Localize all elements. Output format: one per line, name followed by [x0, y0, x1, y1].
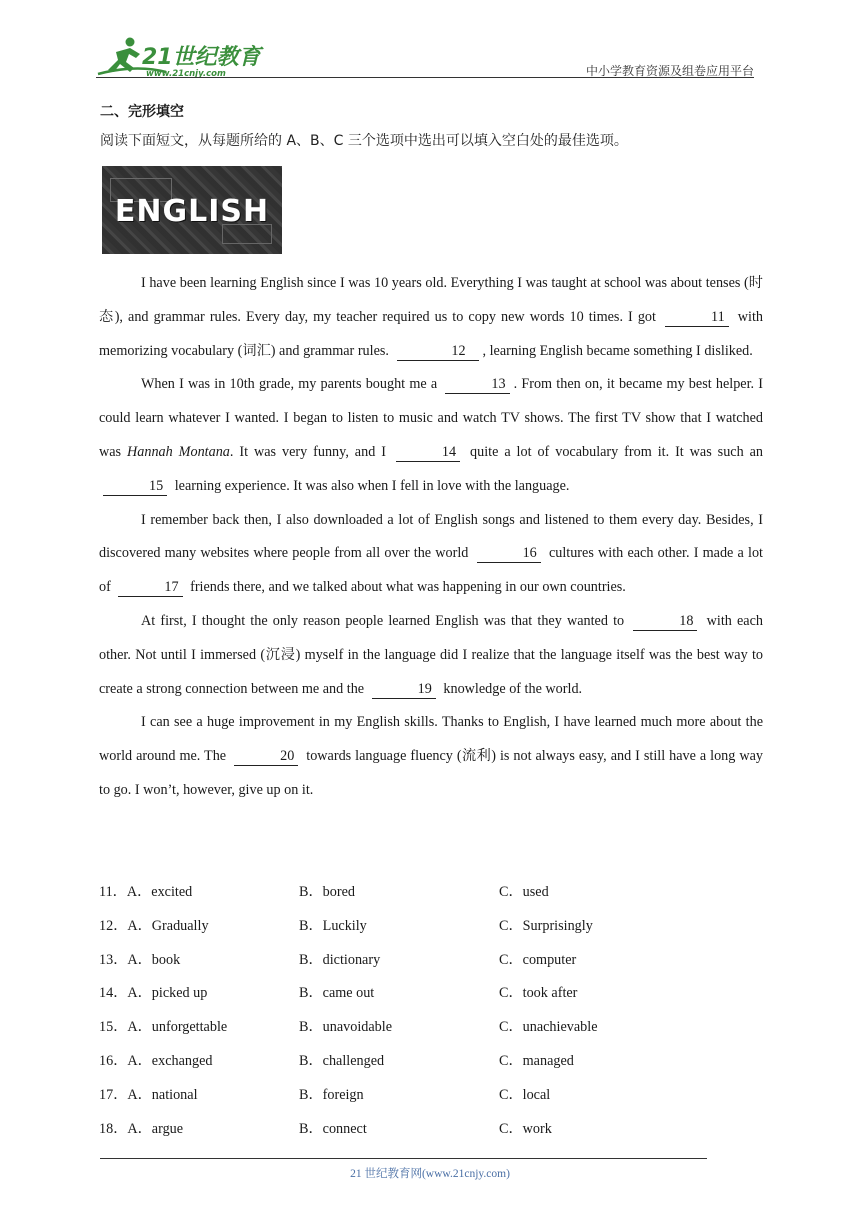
blank-17: 17	[118, 579, 182, 597]
option-b: B．unavoidable	[299, 1019, 392, 1036]
banner-word: ENGLISH	[114, 194, 270, 229]
option-b: B．bored	[299, 884, 355, 900]
option-c: C．computer	[499, 951, 577, 968]
question-item	[99, 1113, 719, 1147]
blank-14: 14	[396, 444, 460, 462]
option-b: B．foreign	[299, 1086, 364, 1103]
option-a: 16．A．exchanged	[99, 1052, 213, 1069]
site-logo	[96, 34, 266, 80]
paragraph-2: When I was in 10th grade, my parents bought me a 13 . From then on, it became my best helper. I could learn whatever I wanted. I began to listen to music and watch TV shows. The first TV show that I watched was Hannah Montana. It was very funny, and I 14 quite a lot of vocabulary from it. It was such an 15 learning experience. It was also when I fell in love with the language.	[99, 376, 764, 494]
question-item	[99, 1079, 719, 1113]
paragraph-3: I remember back then, I also downloaded a lot of English songs and listened to them every day. Besides, I discovered many websites where people from all over the world 16 cultures with each other. I made a lot of 17 friends there, and we talked about what was happening in our own countries.	[99, 511, 763, 596]
blank-20: 20	[234, 748, 298, 766]
option-c: C．local	[499, 1086, 551, 1103]
option-a: 14．A．picked up	[99, 985, 208, 1002]
logo-text: 21世纪教育	[142, 45, 261, 70]
question-list	[99, 876, 719, 1146]
blank-11: 11	[665, 309, 729, 327]
question-item	[99, 977, 719, 1011]
option-c: C．took after	[499, 985, 578, 1002]
blank-16: 16	[477, 545, 541, 563]
header-divider	[96, 77, 754, 78]
paragraph-4: At first, I thought the only reason people learned English was that they wanted to 18 with each other. Not until I immersed (沉浸) myself in the language did I realize that the language itself was the best way to create a strong connection between me and the 19 knowledge of the world.	[99, 612, 763, 697]
option-c: C．work	[499, 1120, 552, 1137]
option-c: C．Surprisingly	[499, 917, 593, 934]
blank-13: 13	[445, 376, 509, 394]
option-b: B．came out	[299, 985, 375, 1002]
option-b: B．Luckily	[299, 917, 367, 934]
question-item	[99, 944, 719, 978]
blank-15: 15	[103, 478, 167, 496]
cloze-passage	[99, 267, 763, 808]
section-title: 二、完形填空	[100, 104, 184, 120]
show-title: Hannah Montana	[127, 443, 230, 460]
instructions: 阅读下面短文，从每题所给的 A、B、C 三个选项中选出可以填入空白处的最佳选项。	[100, 133, 628, 149]
logo-url: www.21cnjy.com	[146, 69, 226, 79]
blank-18: 18	[633, 613, 697, 631]
option-a: 18．A．argue	[99, 1120, 184, 1137]
option-c: C．used	[499, 884, 549, 900]
option-a: 15．A．unforgettable	[99, 1019, 228, 1036]
paragraph-5: I can see a huge improvement in my English skills. Thanks to English, I have learned much more about the world around me. The 20 towards language fluency (流利) is not always easy, and I still have a long way to go. I won’t, however, give up on it.	[99, 714, 763, 798]
question-item	[99, 910, 719, 944]
option-c: C．managed	[499, 1052, 574, 1069]
blank-12: 12	[397, 343, 479, 361]
question-item	[99, 1045, 719, 1079]
footer-divider	[100, 1158, 707, 1159]
option-a: 12．A．Gradually	[99, 917, 209, 934]
option-a: 17．A．national	[99, 1086, 198, 1103]
option-a: 11．A．excited	[99, 884, 193, 900]
english-banner-image	[102, 166, 282, 254]
question-item	[99, 1011, 719, 1045]
option-b: B．challenged	[299, 1052, 385, 1069]
option-a: 13．A．book	[99, 951, 181, 968]
paragraph-1: I have been learning English since I was 10 years old. Everything I was taught at school was about tenses (时态), and grammar rules. Every day, my teacher required us to copy new words 10 times. I got 11 with memorizing vocabulary (词汇) and grammar rules. 12 , learning English became something I disliked.	[99, 275, 764, 359]
blank-19: 19	[372, 681, 436, 699]
footer-link[interactable]: 21 世纪教育网(www.21cnjy.com)	[350, 1168, 510, 1180]
option-b: B．connect	[299, 1120, 367, 1137]
option-b: B．dictionary	[299, 951, 381, 968]
option-c: C．unachievable	[499, 1019, 598, 1036]
site-name: 中小学教育资源及组卷应用平台	[585, 64, 754, 78]
question-item	[99, 876, 719, 910]
